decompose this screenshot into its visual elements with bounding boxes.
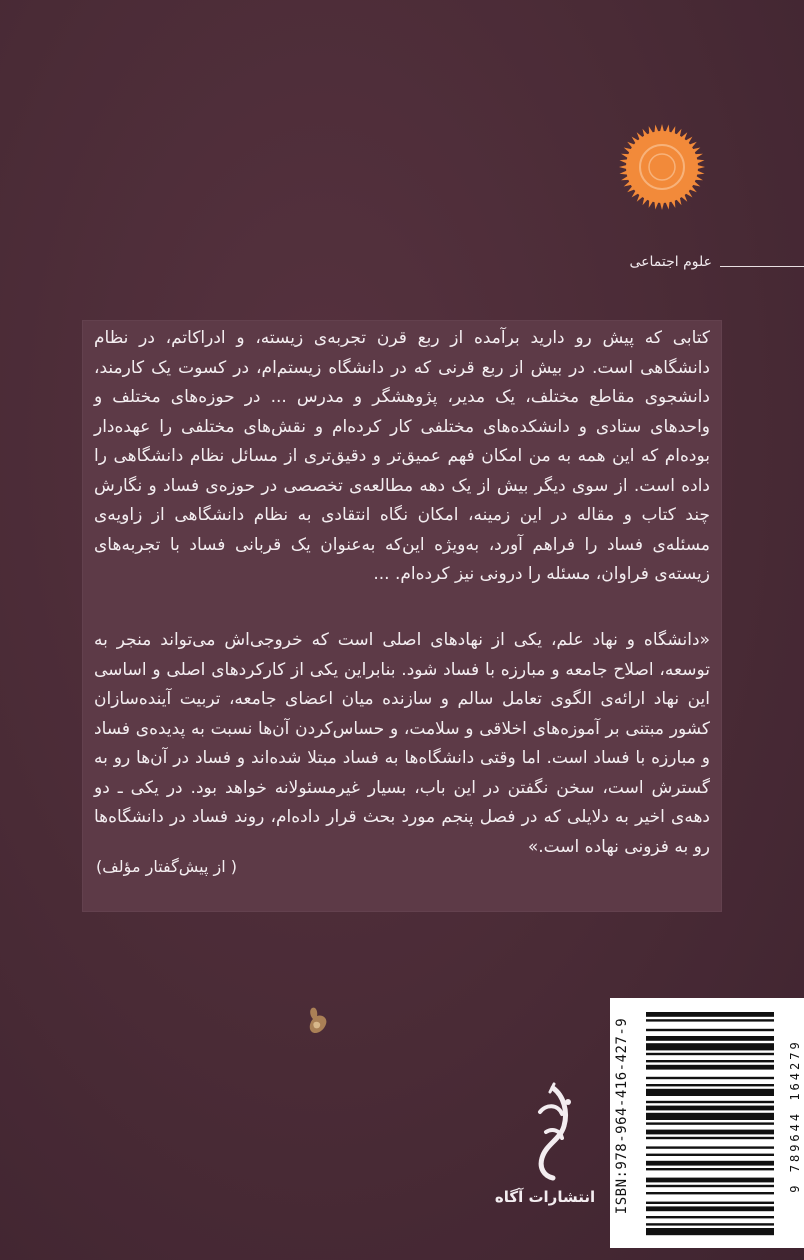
emblem-ray <box>695 159 704 164</box>
emblem-ray <box>620 170 629 175</box>
emblem-ray <box>665 125 670 134</box>
barcode-bar <box>646 1065 774 1070</box>
barcode-bar <box>646 1084 774 1086</box>
barcode-bar <box>646 1154 774 1156</box>
barcode-bar <box>646 1113 774 1120</box>
barcode-bar <box>646 1029 774 1031</box>
barcode-bar <box>646 1137 774 1139</box>
emblem-ray <box>670 126 675 135</box>
emblem-ray <box>654 200 659 209</box>
emblem-ray <box>649 199 654 208</box>
emblem-ray <box>695 170 704 175</box>
publisher-name: انتشارات آگاه <box>494 1188 596 1206</box>
barcode-bar <box>646 1122 774 1124</box>
category-label: علوم اجتماعی <box>629 254 712 270</box>
barcode-bar <box>646 1089 774 1096</box>
emblem-ray <box>660 201 665 210</box>
blurb-paragraph-2: «دانشگاه و نهاد علم، یکی از نهادهای اصلی است که خروجی‌اش می‌تواند منجر به توسعه، اصلاح جامعه و مبارزه با فساد شود. بنابراین یکی از کارکردهای اصلی و اساسی این نهاد ارائه‌ی الگوی تعامل سالم و سازنده میان اعضای جامعه، تربیت آینده‌سازان کشور مبتنی بر آموزه‌های اخلاقی و سلامت، و حساس‌کردن آن‌ها نسبت به پدیده‌ی فساد و مبارزه با فساد است. اما وقتی دانشگاه‌ها به فساد مبتلا شده‌اند و فساد در آن‌ها رو به گسترش است، سخن نگفتن در این باب، بسیار غیرمسئولانه خواهد بود. در یکی ـ دو دهه‌ی اخیر به دلایلی که در فصل پنجم مورد بحث قرار داده‌ام، روند فساد در دانشگاه‌ها رو به فزونی نهاده است.» <box>94 630 710 857</box>
barcode-bar <box>646 1077 774 1079</box>
barcode-bar <box>646 1036 774 1041</box>
emblem-ray <box>670 199 675 208</box>
emblem-ray <box>694 154 703 159</box>
barcode-bar <box>646 1223 774 1225</box>
sun-emblem-icon <box>618 123 706 211</box>
emblem-ray <box>660 124 665 133</box>
barcode-bar <box>646 1043 774 1050</box>
emblem-ray <box>694 175 703 180</box>
emblem-ray <box>696 165 705 170</box>
barcode-bar <box>646 1216 774 1218</box>
emblem-ray <box>620 159 629 164</box>
barcode-bar <box>646 1146 774 1148</box>
emblem-ray <box>621 154 630 159</box>
isbn-text: ISBN:978-964-416-427-9 <box>614 1017 630 1215</box>
emblem-ray <box>654 125 659 134</box>
stain-mark <box>306 1006 330 1036</box>
blurb-paragraph-1: کتابی که پیش رو دارید برآمده از ربع قرن تجربه‌ی زیسته، و ادراکاتم، در نظام دانشگاهی است. در بیش از ربع قرنی که در دانشگاه زیستم‌ام، در کسوت یک کارمند، دانشجوی مقاطع مختلف، یک مدیر، پژوهشگر و مدرس ... در حوزه‌های مختلف و واحدهای ستادی و دانشکده‌های مختلفی کار کرده‌ام و نقش‌های مختلفی را عهده‌دار بوده‌ام که این همه به من امکان فهم عمیق‌تر و دقیق‌تری از مسائل نظام دانشگاهی را داده است. از سوی دیگر بیش از یک دهه مطالعه‌ی تخصصی در حوزه‌ی فساد و نگارش چند کتاب و مقاله در این زمینه، امکان نگاه انتقادی به نظام دانشگاهی از زاویه‌ی مسئله‌ی فساد را فراهم آورد، به‌ویژه این‌که به‌عنوان یک قربانی فساد با تجربه‌های زیسته‌ی فراوان، مسئله را درونی نیز کرده‌ام. ... <box>94 328 710 584</box>
barcode-bar <box>646 1185 774 1187</box>
barcode-bar <box>646 1202 774 1204</box>
publisher-logo-icon <box>524 1082 582 1182</box>
barcode-bar <box>646 1228 774 1235</box>
barcode-bar <box>646 1101 774 1103</box>
barcode-bar <box>646 1060 774 1062</box>
barcode-digits: 9 789644 164279 <box>788 1039 802 1193</box>
barcode-bar <box>646 1053 774 1055</box>
emblem-ray <box>649 126 654 135</box>
barcode-bar <box>646 1168 774 1170</box>
emblem-ray <box>665 200 670 209</box>
barcode-bar <box>646 1130 774 1135</box>
barcode-bar <box>646 1012 774 1017</box>
category-rule <box>720 266 804 267</box>
barcode-bar <box>646 1178 774 1183</box>
barcode-bars <box>610 998 804 1248</box>
barcode-bar <box>646 1106 774 1111</box>
barcode-bar <box>646 1019 774 1021</box>
barcode-bar <box>646 1192 774 1194</box>
barcode <box>610 998 804 1248</box>
emblem-ray <box>621 175 630 180</box>
emblem-ray <box>619 165 628 170</box>
barcode-bar <box>646 1161 774 1166</box>
barcode-bar <box>646 1206 774 1211</box>
blurb-source: ( از پیش‌گفتار مؤلف) <box>96 857 238 876</box>
